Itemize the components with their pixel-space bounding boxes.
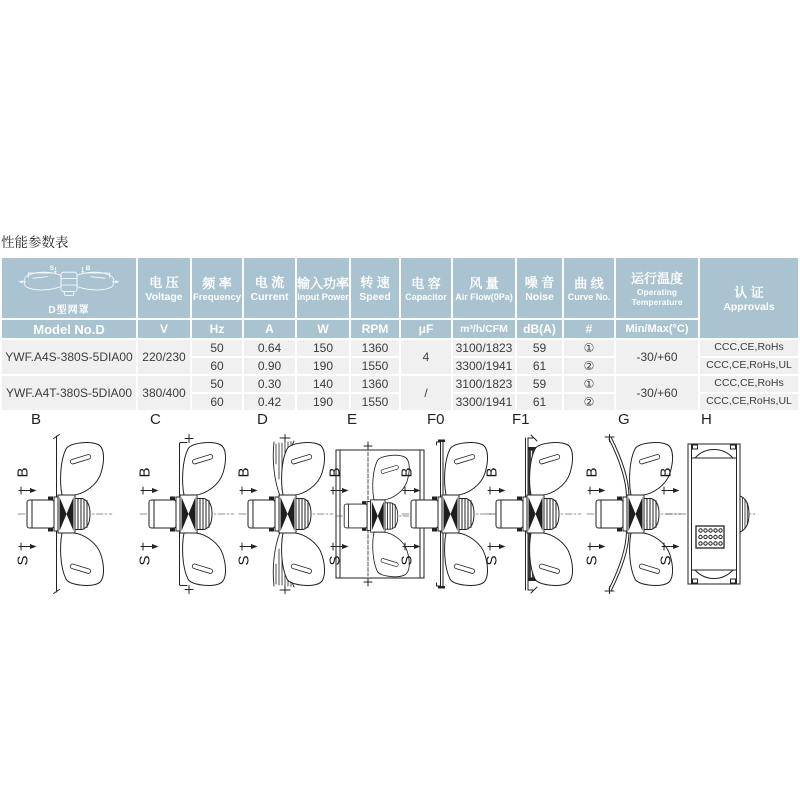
cell-model: YWF.A4S-380S-5DIA00 [2,340,136,374]
cell-hz: 50 [192,376,242,392]
cell-approvals: CCC,CE,RoHs,UL [700,358,798,374]
col-header-noise: 噪 音 Noise [517,258,562,318]
col-header-airflow: 风 量 Air Flow(0Pa) [453,258,515,318]
diagram-label-f1: F1 [512,411,530,428]
cell-power: 190 [297,394,349,410]
flow-label-s: S [326,555,344,566]
flow-label-s: S [483,555,501,566]
unit-input-power: W [297,320,349,338]
model-no-header: Model No.D [2,320,136,338]
flow-label-b: B [398,467,416,478]
cell-airflow: 3300/1941 [453,358,515,374]
flow-label-b: B [235,467,253,478]
cell-airflow: 3100/1823 [453,376,515,392]
mount-diagram-c [137,434,237,596]
col-header-frequency: 频 率 Frequency [192,258,242,318]
flow-label-s: S [14,555,32,566]
flow-label-b: B [14,467,32,478]
diagram-label-g: G [618,411,630,428]
col-header-approvals: 认 证 Approvals [700,258,798,338]
flow-label-b: B [583,467,601,478]
cell-power: 140 [297,376,349,392]
diagram-label-h: H [701,411,712,428]
cell-hz: 60 [192,394,242,410]
cell-hz: 50 [192,340,242,356]
cell-curve: ① [564,376,614,392]
unit-current: A [244,320,295,338]
unit-airflow: m³/h/CFM [453,320,515,338]
cell-approvals: CCC,CE,RoHs [700,340,798,356]
icon-label-s: S [49,264,55,272]
cell-voltage: 220/230 [138,340,190,374]
cell-speed: 1360 [351,376,399,392]
flow-label-s: S [136,555,154,566]
unit-curve: # [564,320,614,338]
cell-noise: 59 [517,340,562,356]
diagram-label-c: C [150,411,161,428]
grille-type-caption: D型网罩 [48,304,90,316]
fan-side-view-h-icon [658,434,758,594]
diagram-label-b: B [31,411,42,428]
flow-label-s: S [657,555,675,566]
icon-label-b: B [85,264,91,272]
col-header-curve: 曲 线 Curve No. [564,258,614,318]
unit-operating-temperature: Min/Max(°C) [616,320,698,338]
cell-noise: 61 [517,394,562,410]
col-header-speed: 转 速 Speed [351,258,399,318]
fan-top-view-icon [7,261,131,301]
fan-side-view-b-icon [15,434,115,594]
cell-approvals: CCC,CE,RoHs,UL [700,394,798,410]
flow-label-s: S [235,555,253,566]
cell-model: YWF.A4T-380S-5DIA00 [2,376,136,410]
cell-curve: ① [564,340,614,356]
cell-hz: 60 [192,358,242,374]
mount-diagram-h [658,434,758,596]
cell-temp: -30/+60 [616,340,698,374]
cell-current: 0.64 [244,340,295,356]
cell-current: 0.30 [244,376,295,392]
flow-label-b: B [326,467,344,478]
mount-diagram-b [15,434,115,596]
cell-speed: 1550 [351,358,399,374]
mount-diagram-f1 [484,434,584,596]
cell-voltage: 380/400 [138,376,190,410]
cell-noise: 61 [517,358,562,374]
cell-speed: 1360 [351,340,399,356]
cell-power: 190 [297,358,349,374]
cell-capacitor: 4 [401,340,451,374]
unit-frequency: Hz [192,320,242,338]
diagram-label-e: E [347,411,358,428]
flow-label-s: S [398,555,416,566]
mount-diagram-d [236,434,336,596]
cell-curve: ② [564,358,614,374]
col-header-operating-temperature: 运行温度 Operating Temperature [616,258,698,318]
cell-speed: 1550 [351,394,399,410]
fan-side-view-c-icon [137,434,237,594]
fan-side-view-f1-icon [484,434,584,594]
cell-current: 0.42 [244,394,295,410]
diagram-label-d: D [257,411,268,428]
cell-approvals: CCC,CE,RoHs [700,376,798,392]
spec-table [0,256,800,412]
unit-capacitor: μF [401,320,451,338]
diagram-label-f0: F0 [427,411,445,428]
col-header-input-power: 输入功率 Input Power [297,258,349,318]
cell-curve: ② [564,394,614,410]
cell-airflow: 3100/1823 [453,340,515,356]
page-title: 性能参数表 [1,235,69,250]
flow-label-b: B [136,467,154,478]
cell-noise: 59 [517,376,562,392]
col-header-voltage: 电 压 Voltage [138,258,190,318]
cell-current: 0.90 [244,358,295,374]
unit-voltage: V [138,320,190,338]
col-header-capacitor: 电 容 Capacitor [401,258,451,318]
cell-airflow: 3300/1941 [453,394,515,410]
cell-capacitor: / [401,376,451,410]
flow-label-s: S [583,555,601,566]
unit-speed: RPM [351,320,399,338]
fan-side-view-d-icon [236,434,336,594]
model-image-cell [2,258,136,318]
unit-noise: dB(A) [517,320,562,338]
cell-power: 150 [297,340,349,356]
cell-temp: -30/+60 [616,376,698,410]
col-header-current: 电 流 Current [244,258,295,318]
flow-label-b: B [483,467,501,478]
flow-label-b: B [657,467,675,478]
